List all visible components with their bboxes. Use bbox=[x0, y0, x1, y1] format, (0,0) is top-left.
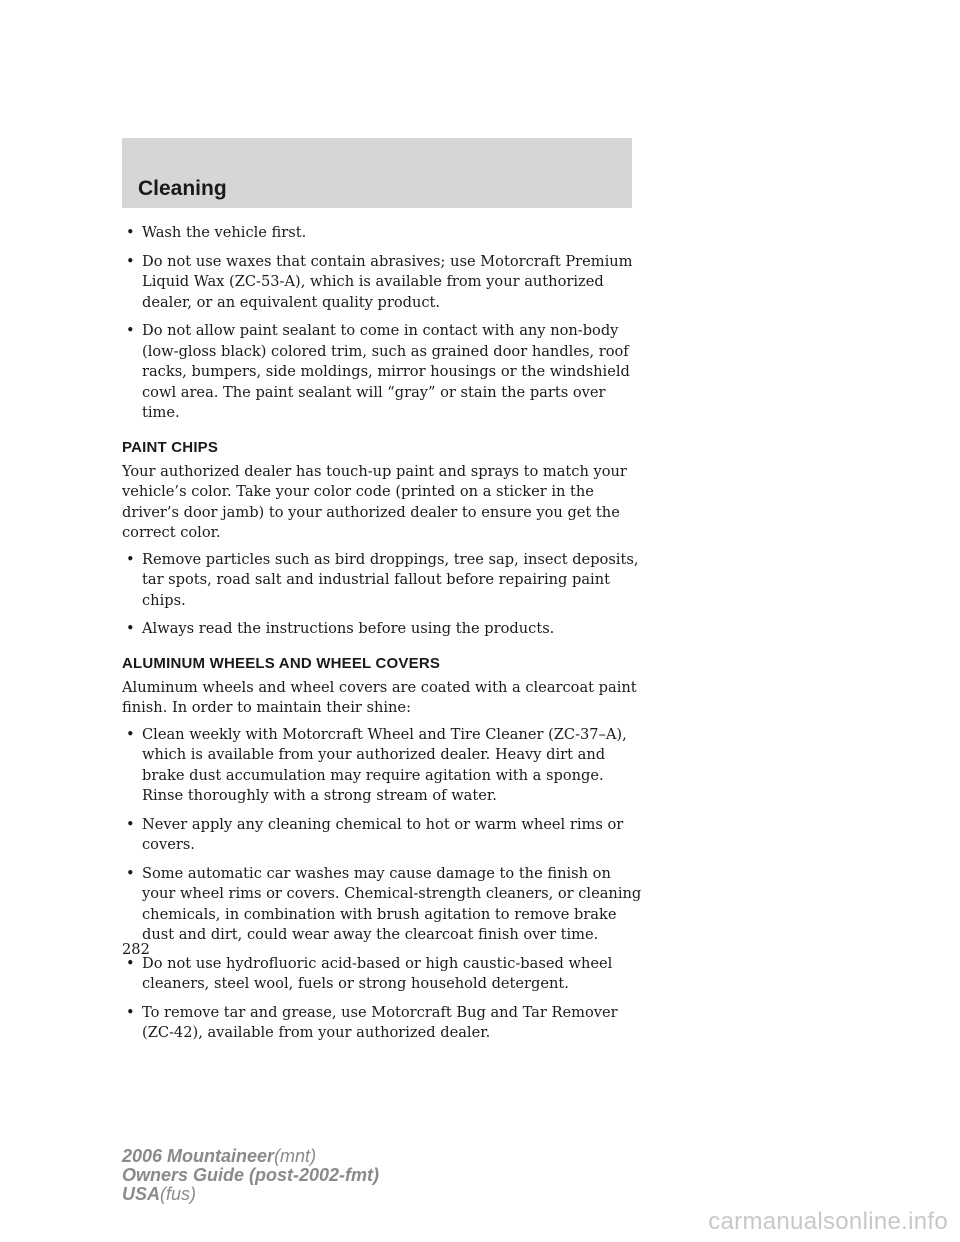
list-item: • Some automatic car washes may cause damage to the finish on your wheel rims or covers. Chemical-strength cleaners, or cleaning chemicals, in combination with brush agitation to remove brake dust and dirt, could wear away the clearcoat finish over time. bbox=[126, 864, 642, 943]
list-item: • Do not use waxes that contain abrasives; use Motorcraft Premium Liquid Wax (ZC-53-A), which is available from your authorized dealer, or an equivalent quality product. bbox=[126, 252, 633, 311]
footer-line-model: 2006 Mountaineer(mnt) bbox=[122, 1146, 317, 1166]
list-item: • Do not allow paint sealant to come in contact with any non-body (low-gloss black) colored trim, such as grained door handles, roof racks, bumpers, side moldings, mirror housings or the windshield cowl area. The paint sealant will “gray” or stain the parts over time. bbox=[126, 322, 630, 421]
list-item: • Do not use hydrofluoric acid-based or high caustic-based wheel cleaners, steel wool, fuels or strong household detergent. bbox=[126, 954, 613, 992]
paint-chips-heading: PAINT CHIPS bbox=[122, 438, 219, 456]
page-number: 282 bbox=[122, 941, 150, 958]
bullet-icon: • bbox=[126, 864, 135, 882]
footer-line-guide: Owners Guide (post-2002-fmt) bbox=[122, 1165, 380, 1185]
paint-chips-bullet-list bbox=[122, 550, 642, 640]
bullet-icon: • bbox=[126, 1003, 135, 1021]
list-item: • Always read the instructions before using the products. bbox=[122, 619, 642, 640]
bullet-icon: • bbox=[126, 252, 135, 270]
page-content bbox=[122, 223, 642, 1052]
list-item: • To remove tar and grease, use Motorcraft Bug and Tar Remover (ZC-42), available from your authorized dealer. bbox=[126, 1003, 618, 1041]
list-item: • Never apply any cleaning chemical to hot or warm wheel rims or covers. bbox=[126, 815, 624, 853]
bullet-icon: • bbox=[126, 620, 135, 637]
wheels-paragraph: Aluminum wheels and wheel covers are coated with a clearcoat paint finish. In order to maintain their shine: bbox=[122, 678, 637, 716]
section-header-bar bbox=[122, 138, 632, 208]
bullet-icon: • bbox=[126, 550, 135, 568]
bullet-icon: • bbox=[126, 815, 135, 833]
intro-bullet-list bbox=[122, 223, 642, 424]
bullet-icon: • bbox=[126, 224, 135, 241]
section-title: Cleaning bbox=[138, 177, 227, 200]
document-footer bbox=[122, 1147, 379, 1204]
list-item: • Remove particles such as bird droppings, tree sap, insect deposits, tar spots, road salt and industrial fallout before repairing paint chips. bbox=[126, 550, 639, 609]
footer-line-region: USA(fus) bbox=[122, 1184, 197, 1204]
site-watermark: carmanualsonline.info bbox=[708, 1208, 948, 1235]
list-item: • Clean weekly with Motorcraft Wheel and Tire Cleaner (ZC-37–A), which is available from your authorized dealer. Heavy dirt and brake dust accumulation may require agitation with a sponge. Rinse thoroughly with a strong stream of water. bbox=[126, 725, 627, 804]
paint-chips-paragraph: Your authorized dealer has touch-up paint and sprays to match your vehicle’s color. Take your color code (printed on a sticker in the driver’s door jamb) to your authorized dealer to ensure you get the correct color. bbox=[122, 462, 627, 541]
bullet-icon: • bbox=[126, 725, 135, 743]
bullet-icon: • bbox=[126, 954, 135, 972]
list-item: • Wash the vehicle first. bbox=[122, 223, 642, 244]
bullet-icon: • bbox=[126, 322, 135, 339]
wheels-bullet-list bbox=[122, 725, 642, 1044]
wheels-heading: ALUMINUM WHEELS AND WHEEL COVERS bbox=[122, 654, 441, 672]
